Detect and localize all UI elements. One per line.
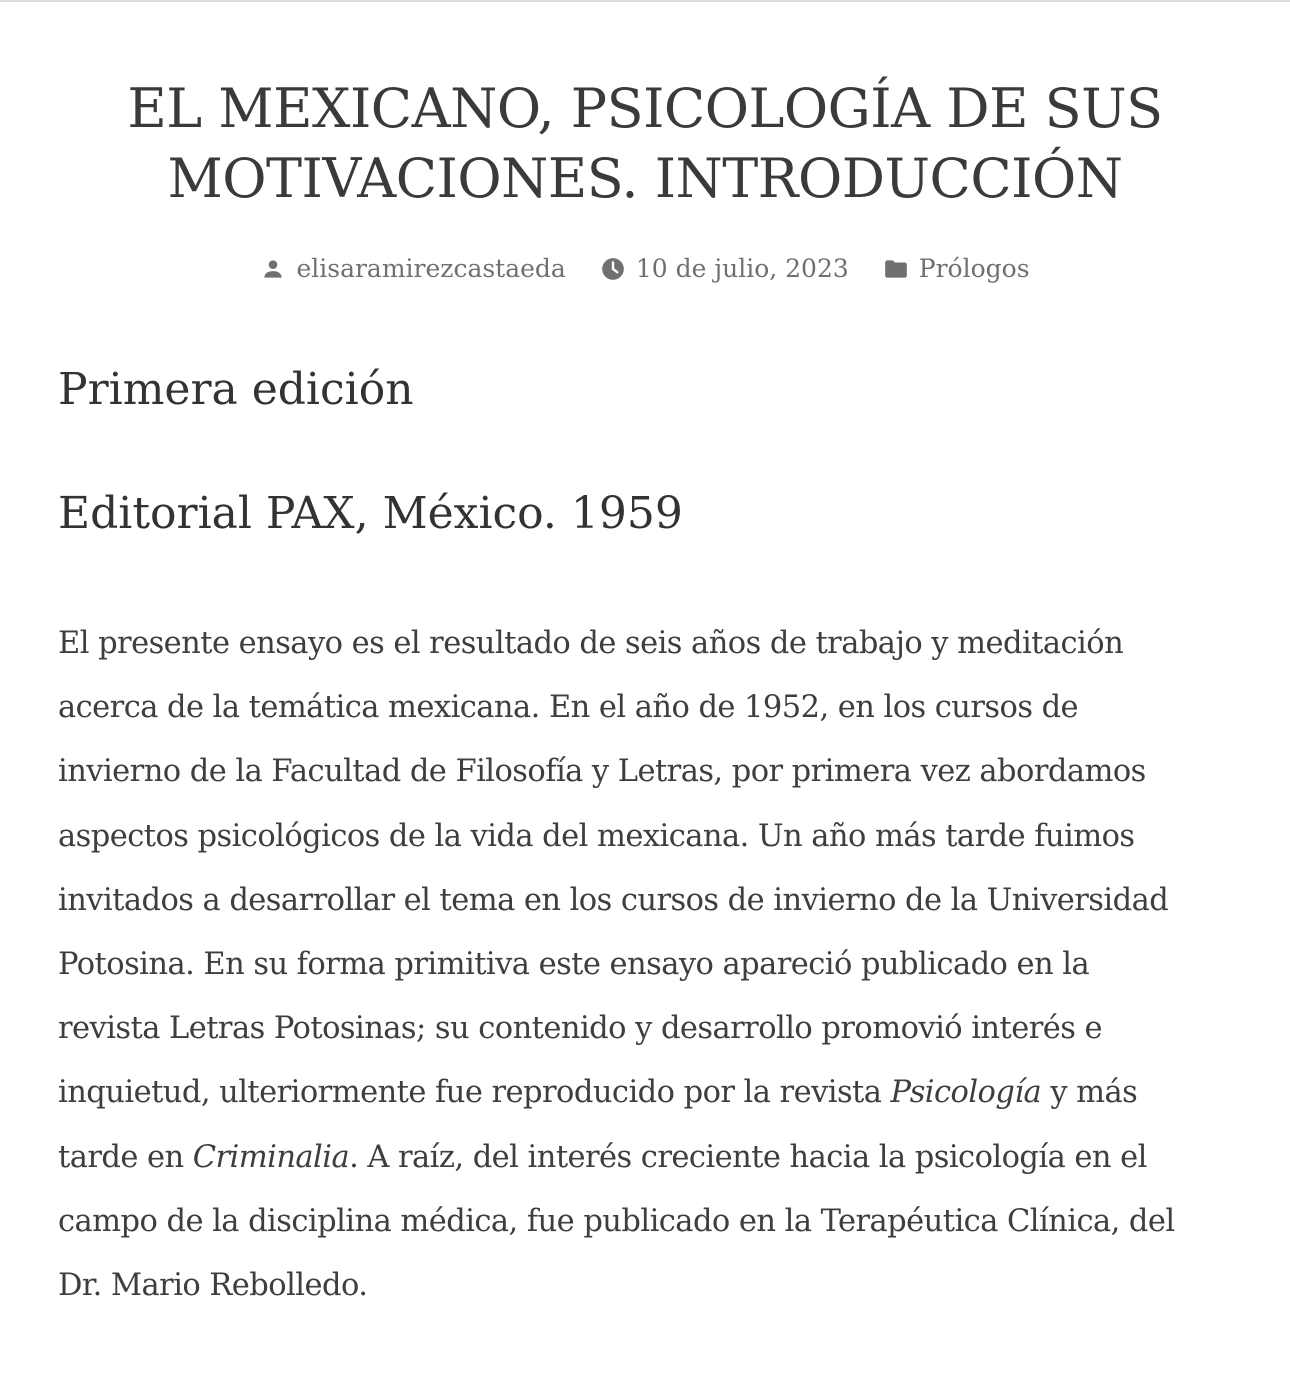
meta-author (260, 254, 565, 283)
paragraph-line: invitados a desarrollar el tema en los cursos de invierno de la Universidad (58, 882, 1169, 918)
folder-icon (883, 256, 909, 282)
intro-paragraph (58, 612, 1248, 1318)
paragraph-line: revista Letras Potosinas; su contenido y desarrollo promovió interés e (58, 1011, 1103, 1047)
paragraph-line (58, 1061, 1248, 1125)
heading-editorial: Editorial PAX, México. 1959 (58, 488, 683, 539)
paragraph-line: aspectos psicológicos de la vida del mexicana. Un año más tarde fuimos (58, 818, 1135, 854)
heading-primera-edicion: Primera edición (58, 364, 414, 415)
meta-date (600, 254, 849, 283)
paragraph-line: acerca de la temática mexicana. En el año de 1952, en los cursos de (58, 690, 1079, 726)
line-text: inquietud, ulteriormente fue reproducido por la revista (58, 1075, 891, 1111)
line-text: . A raíz, del interés creciente hacia la psicología en el (349, 1139, 1147, 1175)
paragraph-line: campo de la disciplina médica, fue publicado en la Terapéutica Clínica, del (58, 1203, 1175, 1239)
clock-icon (600, 256, 626, 282)
person-icon (260, 256, 286, 282)
journal-title-criminalia: Criminalia (192, 1139, 350, 1175)
post-meta (0, 254, 1290, 283)
meta-category (883, 254, 1030, 283)
post-title-line-1: EL MEXICANO, PSICOLOGÍA DE SUS (127, 77, 1163, 140)
line-text: y más (1041, 1075, 1138, 1111)
paragraph-line: Dr. Mario Rebolledo. (58, 1268, 368, 1304)
paragraph-line: invierno de la Facultad de Filosofía y Letras, por primera vez abordamos (58, 754, 1146, 790)
post-title (90, 74, 1200, 214)
journal-title-psicologia: Psicología (890, 1075, 1042, 1111)
date-link[interactable]: 10 de julio, 2023 (635, 254, 849, 283)
line-text: tarde en (58, 1139, 193, 1175)
post-title-line-2: MOTIVACIONES. INTRODUCCIÓN (167, 147, 1123, 210)
category-link[interactable]: Prólogos (918, 254, 1030, 283)
paragraph-line: El presente ensayo es el resultado de seis años de trabajo y meditación (58, 626, 1124, 661)
author-link[interactable]: elisaramirezcastaeda (296, 254, 566, 283)
paragraph-line: Potosina. En su forma primitiva este ensayo apareció publicado en la (58, 947, 1090, 983)
paragraph-line (58, 1126, 1248, 1190)
